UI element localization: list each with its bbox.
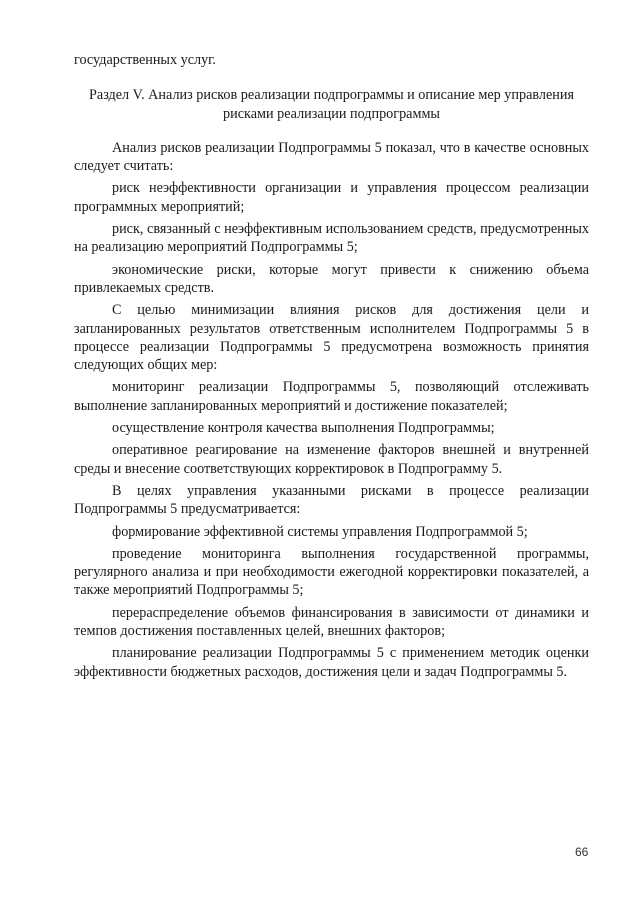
continued-text-line: государственных услуг. — [74, 52, 216, 68]
paragraph: С целью минимизации влияния рисков для достижения цели и запланированных результатов ответственным исполнителем Подпрограммы 5 в процессе реализации Подпрограммы 5 предусмотрена возможность принятия следующих общих мер: — [74, 302, 589, 374]
section-title: Раздел V. Анализ рисков реализации подпрограммы и описание мер управления рисками реализации подпрограммы — [89, 87, 574, 122]
paragraph: формирование эффективной системы управления Подпрограммой 5; — [112, 523, 528, 540]
paragraph: риск, связанный с неэффективным использованием средств, предусмотренных на реализацию мероприятий Подпрограммы 5; — [74, 221, 589, 256]
paragraph: проведение мониторинга выполнения государственной программы, регулярного анализа и при необходимости ежегодной корректировки показателей, а также мероприятий Подпрограммы 5; — [74, 545, 589, 599]
page-content — [74, 51, 589, 685]
paragraph: осуществление контроля качества выполнения Подпрограммы; — [112, 420, 495, 437]
paragraph: Анализ рисков реализации Подпрограммы 5 показал, что в качестве основных следует считать: — [74, 139, 589, 175]
paragraph: экономические риски, которые могут привести к снижению объема привлекаемых средств. — [74, 261, 589, 296]
paragraph: оперативное реагирование на изменение факторов внешней и внутренней среды и внесение соответствующих корректировок в Подпрограмму 5. — [74, 442, 589, 477]
page-number: 66 — [575, 845, 589, 859]
paragraph: перераспределение объемов финансирования в зависимости от динамики и темпов достижения поставленных целей, внешних факторов; — [74, 604, 589, 640]
paragraph: В целях управления указанными рисками в процессе реализации Подпрограммы 5 предусматривается: — [74, 482, 589, 518]
paragraph: планирование реализации Подпрограммы 5 с применением методик оценки эффективности бюджетных расходов, достижения цели и задач Подпрограммы 5. — [74, 645, 589, 680]
paragraph: риск неэффективности организации и управления процессом реализации программных мероприятий; — [74, 180, 589, 215]
paragraph: мониторинг реализации Подпрограммы 5, позволяющий отслеживать выполнение запланированных мероприятий и достижение показателей; — [74, 379, 589, 414]
